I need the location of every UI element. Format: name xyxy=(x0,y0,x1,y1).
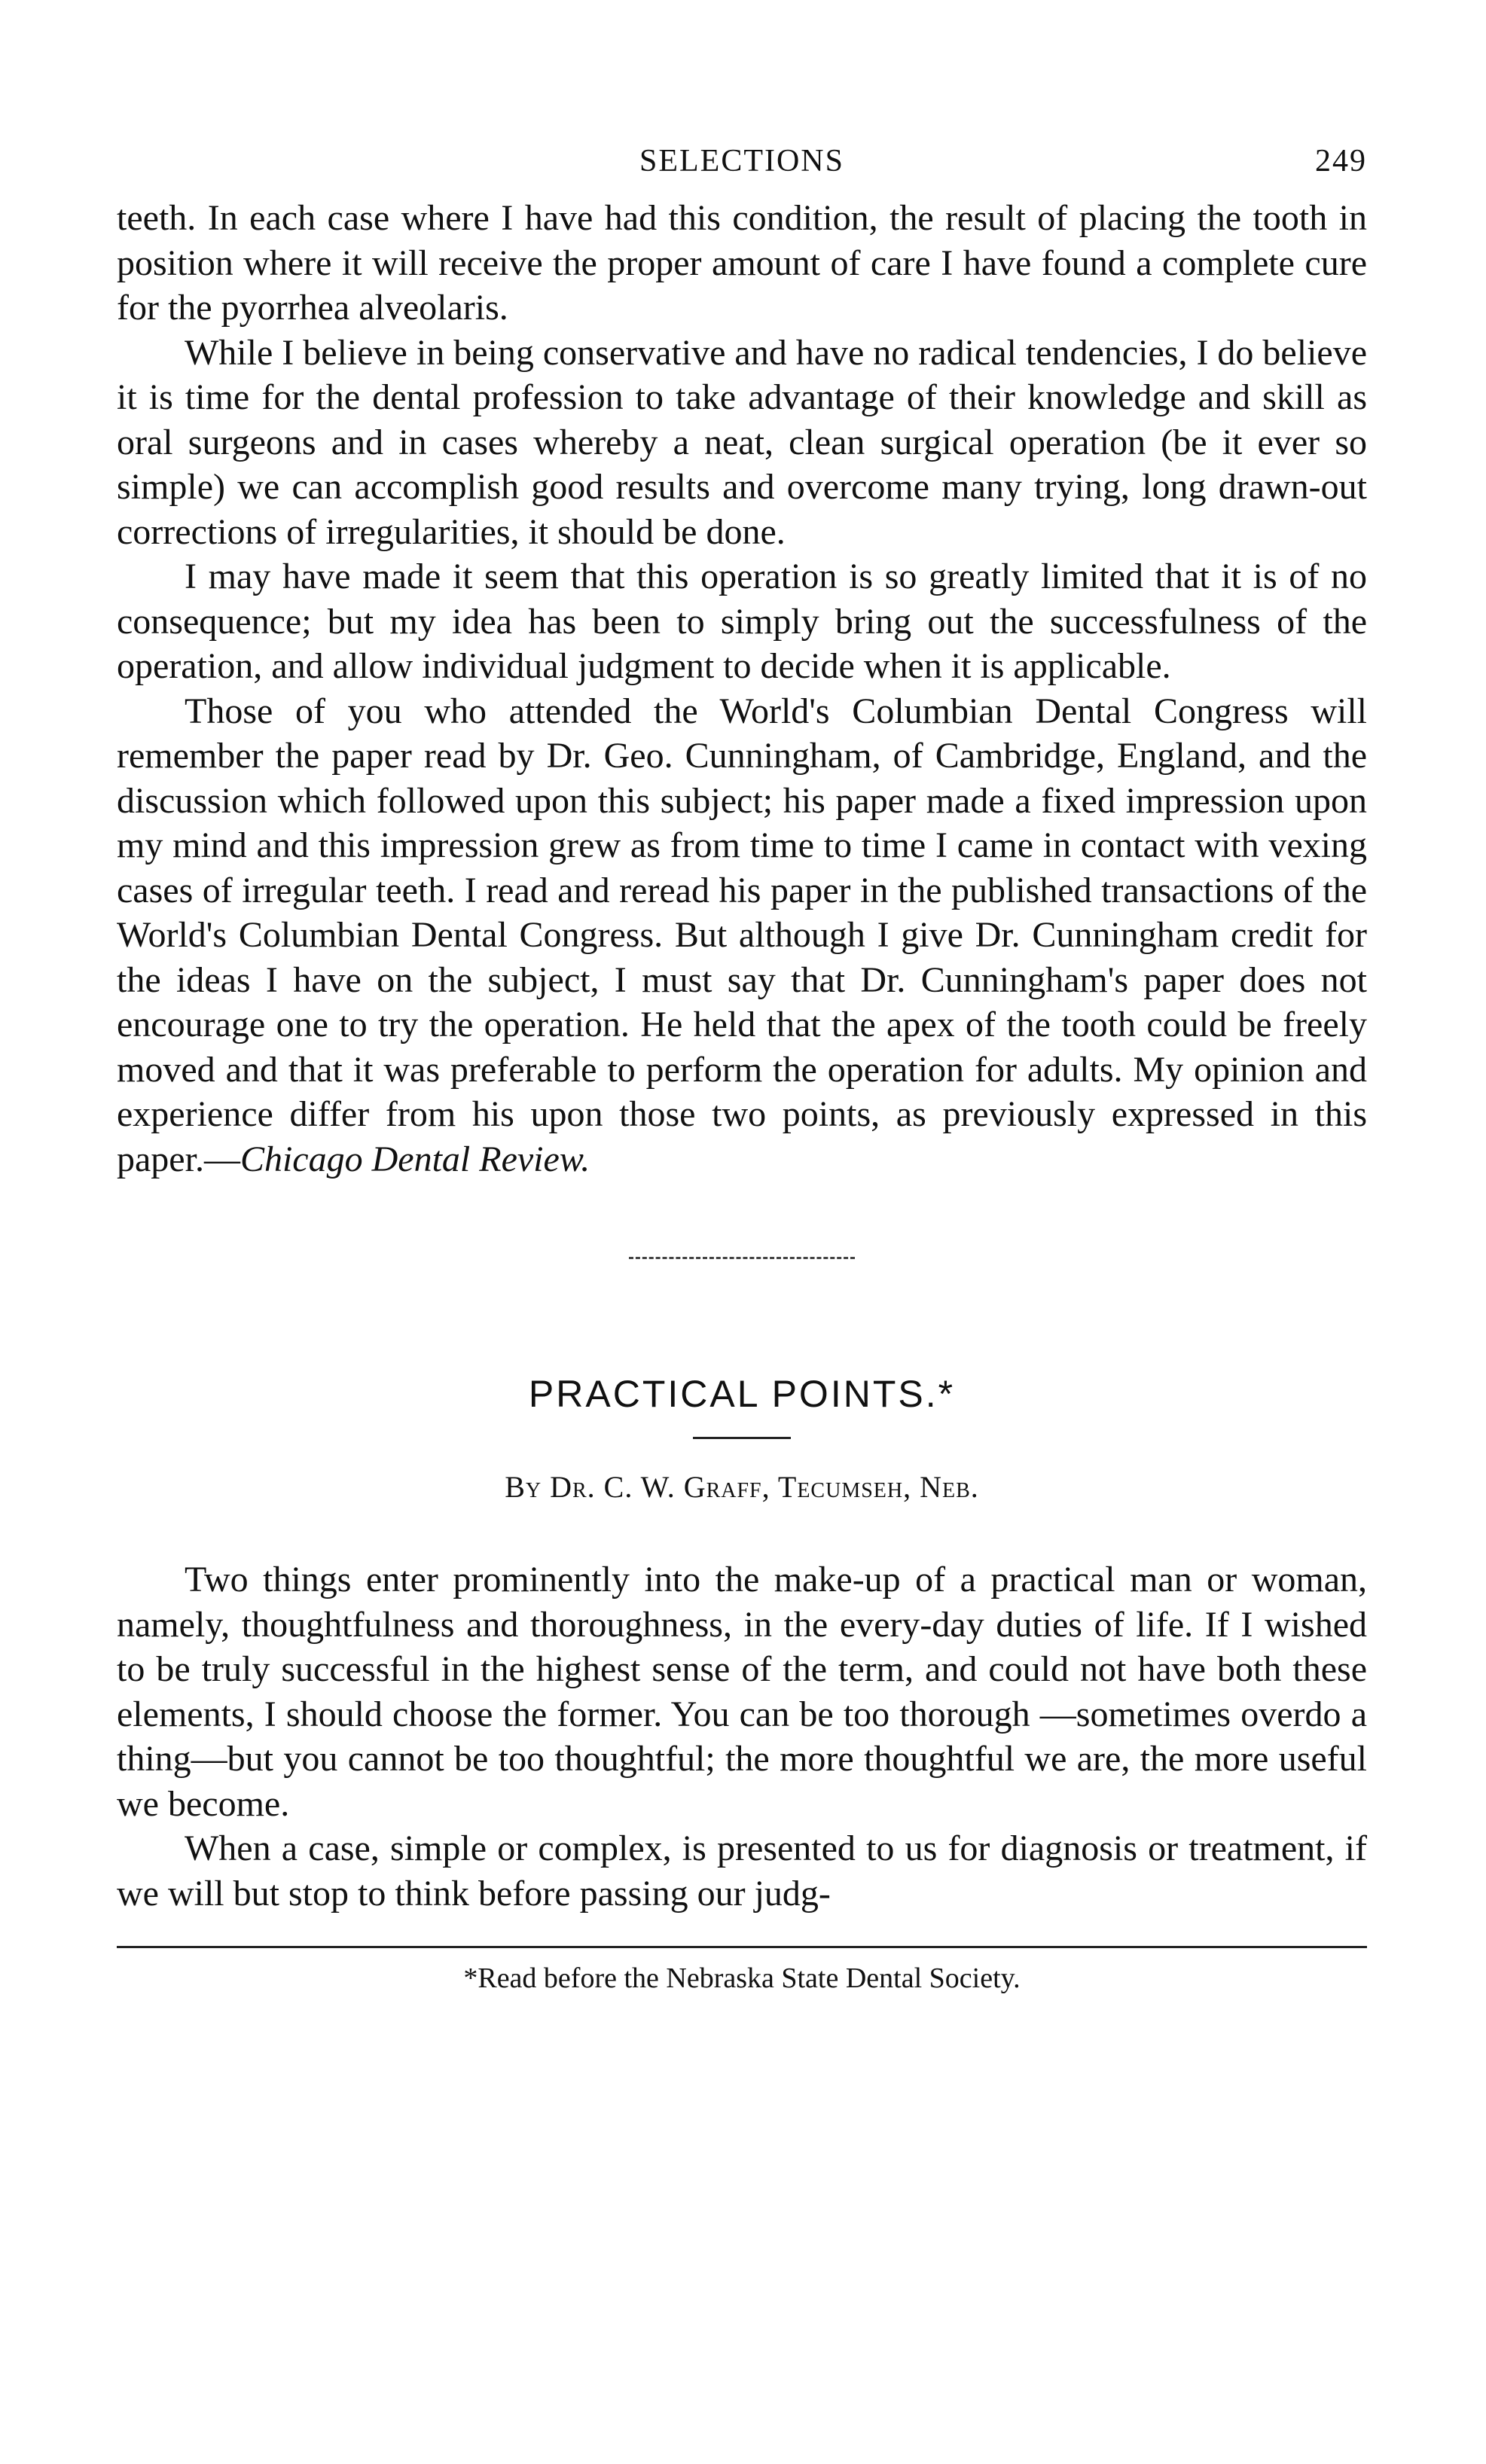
running-title: SELECTIONS xyxy=(639,144,844,178)
section-divider xyxy=(629,1257,855,1259)
paragraph xyxy=(117,689,1367,1182)
paragraph: While I believe in being conservative and have no radical tendencies, I do believe it is time for the dental profession to take advantage of their knowledge and skill as oral surgeons and in cases whereby a neat, clean surgical operation (be it ever so simple) we can accomplish good results and overcome many trying, long drawn-out corrections of irregularities, it should be done. xyxy=(117,332,1368,552)
continued-article xyxy=(117,196,1367,1182)
paragraph: teeth. In each case where I have had this condition, the result of placing the tooth in position where it will receive the proper amount of care I have found a complete cure for the pyorrhea alveolaris. xyxy=(117,198,1367,328)
page xyxy=(117,143,1367,1995)
title-rule xyxy=(693,1437,791,1439)
page-number: 249 xyxy=(1315,144,1367,178)
paragraph: Two things enter prominently into the make-up of a practical man or woman, namely, thoughtfulness and thoroughness, in the every-day duties of life. If I wished to be truly successful in the highest sense of the term, and could not have both these elements, I should choose the former. You can be too thorough —sometimes overdo a thing—but you cannot be too thoughtful; the more thoughtful we are, the more useful we become. xyxy=(117,1560,1367,1824)
paragraph: I may have made it seem that this operation is so greatly limited that it is of no consequence; but my idea has been to simply bring out the successfulness of the operation, and allow individual judgment to decide when it is applicable. xyxy=(117,557,1367,686)
footnote-rule xyxy=(117,1946,1367,1948)
running-head xyxy=(117,143,1367,196)
article-body xyxy=(117,1557,1367,1916)
source-citation: Chicago Dental Review. xyxy=(240,1139,590,1179)
byline: By Dr. C. W. Graff, Tecumseh, Neb. xyxy=(505,1470,979,1504)
paragraph-text: Those of you who attended the World's Columbian Dental Congress will remember the paper read by Dr. Geo. Cunningham, of Cambridge, England, and the discussion which followed upon this subject; his paper made a fixed impression upon my mind and this impression grew as from time to time I came in contact with vexing cases of irregular teeth. I read and reread his paper in the published transactions of the World's Columbian Dental Congress. But although I give Dr. Cunningham credit for the ideas I have on the subject, I must say that Dr. Cunningham's paper does not encourage one to try the operation. He held that the apex of the tooth could be freely moved and that it was preferable to perform the operation for adults. My opinion and experience differ from his upon those two points, as previously expressed in this paper.— xyxy=(117,691,1367,1179)
article-title: PRACTICAL POINTS.* xyxy=(528,1373,956,1415)
footnote: *Read before the Nebraska State Dental Society. xyxy=(463,1962,1021,1994)
paragraph: When a case, simple or complex, is presented to us for diagnosis or treatment, if we will but stop to think before passing our judg- xyxy=(117,1828,1367,1914)
